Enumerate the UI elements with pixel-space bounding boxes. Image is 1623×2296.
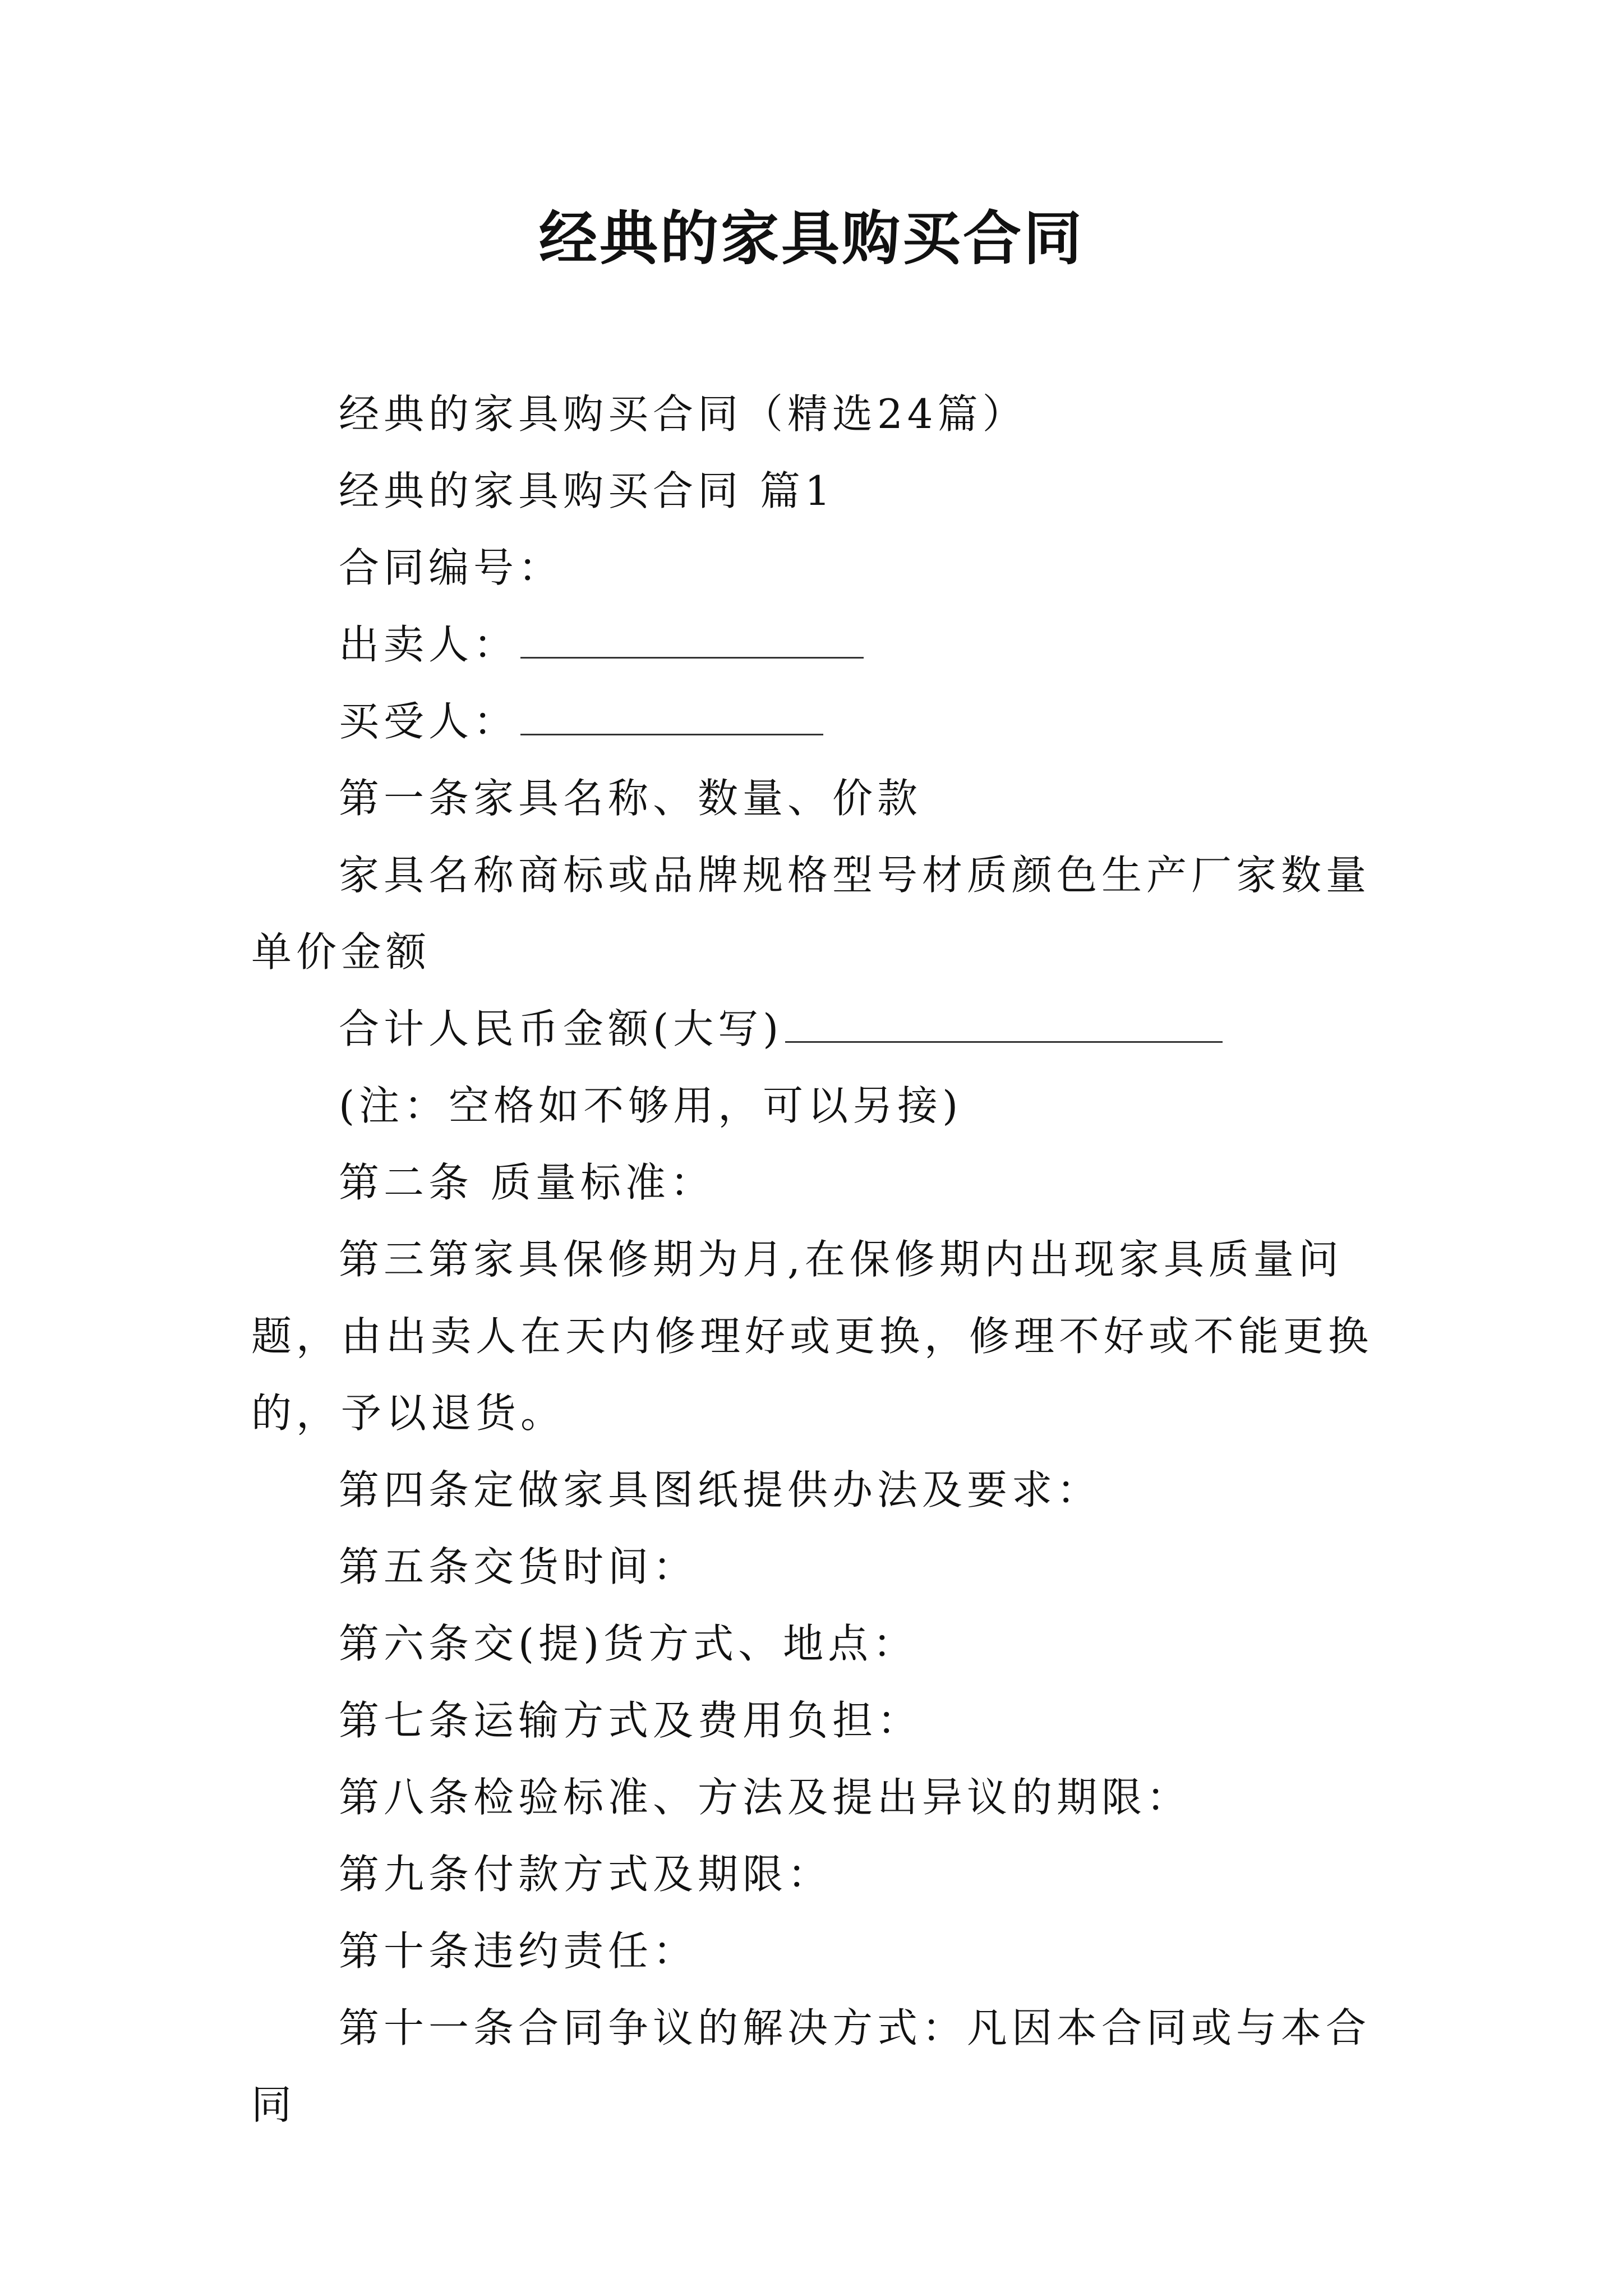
article-1-columns: 家具名称商标或品牌规格型号材质颜色生产厂家数量单价金额 — [251, 852, 1371, 976]
document-body — [251, 376, 1378, 2143]
article-10: 第十条违约责任： — [339, 1927, 698, 1975]
seller-line — [251, 606, 1378, 683]
total-amount-label: 合计人民币金额(大写) — [339, 1005, 783, 1052]
document-title: 经典的家具购买合同 — [538, 204, 1084, 273]
article-8: 第八条检验标准、方法及提出异议的期限： — [339, 1774, 1192, 1821]
article-9: 第九条付款方式及期限： — [339, 1851, 833, 1898]
subtitle-selected-24: 经典的家具购买合同（精选24篇） — [339, 390, 1027, 438]
article-2: 第二条 质量标准： — [339, 1159, 715, 1206]
buyer-blank — [520, 700, 823, 735]
article-7: 第七条运输方式及费用负担： — [339, 1697, 923, 1744]
buyer-line — [251, 683, 1378, 760]
total-amount-line — [251, 991, 1378, 1068]
seller-label: 出卖人： — [339, 621, 519, 668]
article-4: 第四条定做家具图纸提供办法及要求： — [339, 1466, 1102, 1513]
buyer-label: 买受人： — [339, 698, 519, 745]
article-3: 第三第家具保修期为月,在保修期内出现家具质量问题，由出卖人在天内修理好或更换，修理不好或不能更换的，予以退货。 — [251, 1236, 1373, 1437]
section-heading-part-1: 经典的家具购买合同 篇1 — [339, 467, 835, 514]
total-amount-blank — [785, 1007, 1223, 1043]
article-1-heading: 第一条家具名称、数量、价款 — [339, 775, 923, 822]
article-11: 第十一条合同争议的解决方式：凡因本合同或与本合同 — [251, 2004, 1371, 2128]
seller-blank — [520, 623, 864, 659]
contract-number-line: 合同编号： — [339, 544, 564, 591]
article-5: 第五条交货时间： — [339, 1543, 698, 1590]
note-line: (注：空格如不够用，可以另接) — [339, 1082, 963, 1129]
article-6: 第六条交(提)货方式、地点： — [339, 1620, 918, 1667]
